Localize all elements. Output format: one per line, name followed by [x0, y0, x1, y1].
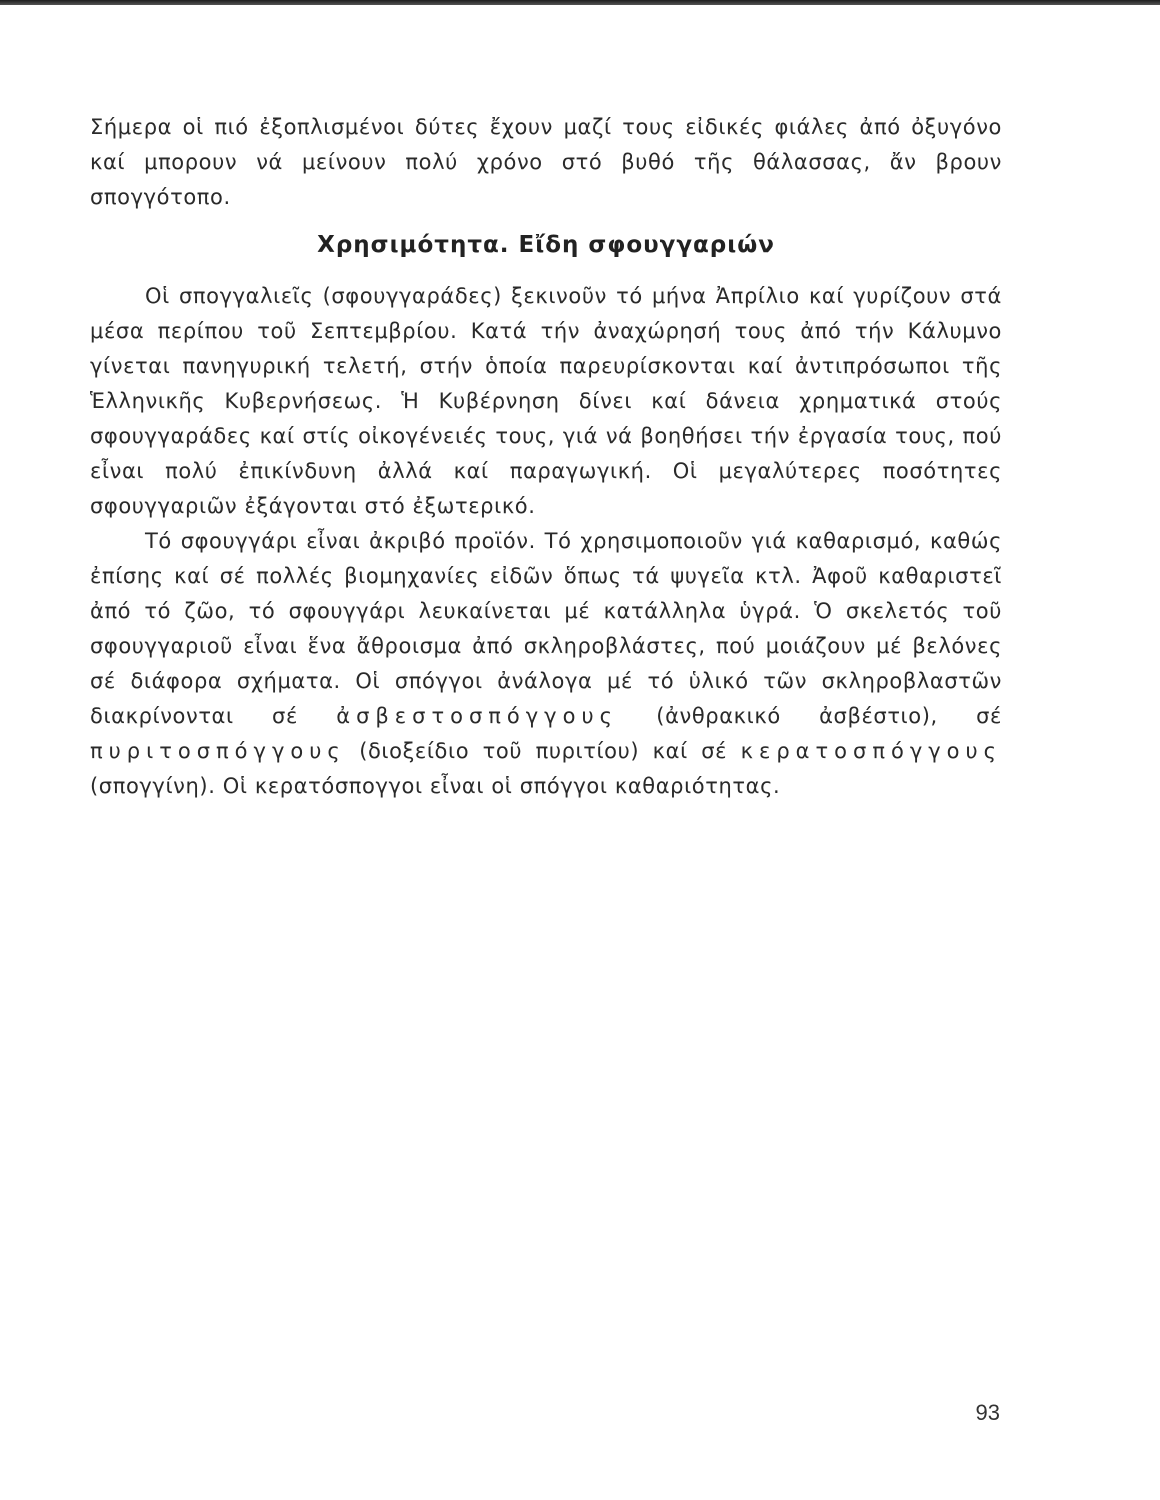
term-asvestospongoi-note: (ἀνθρακικό ἀσβέστιο), σέ	[617, 704, 1002, 728]
intro-paragraph: Σήμερα οἱ πιό ἐξοπλισμένοι δύτες ἔχουν μαζί τους εἰδικές φιάλες ἀπό ὀξυγόνο καί μπορουν νά μείνουν πολύ χρόνο στό βυθό τῆς θάλασσας, ἄν βρουν σπογγότοπο.	[90, 115, 1002, 209]
term-pyritospongoi-note: (διοξείδιο τοῦ πυριτίου) καί σέ	[345, 739, 741, 763]
paragraph-2-text: Τό σφουγγάρι εἶναι ἀκριβό προϊόν. Τό χρησιμοποιοῦν γιά καθαρισμό, καθώς ἐπίσης καί σέ πολλές βιομηχανίες εἰδῶν ὅπως τά ψυγεῖα κτλ. Ἀφοῦ καθαριστεῖ ἀπό τό ζῶο, τό σφουγγάρι λευκαίνεται μέ κατάλληλα ὑγρά. Ὁ σκελετός τοῦ σφουγγαριοῦ εἶναι ἕνα ἄθροισμα ἀπό σκληροβλάστες, πού μοιάζουν μέ βελόνες σέ διάφορα σχήματα. Οἱ σπόγγοι ἀνάλογα μέ τό ὑλικό τῶν σκληροβλαστῶν διακρίνονται σέ	[90, 529, 1002, 728]
scan-top-edge	[0, 0, 1160, 5]
section-heading: Χρησιμότητα. Εἴδη σφουγγαριών	[317, 232, 775, 258]
page-body	[90, 110, 1002, 804]
page-number: 93	[975, 1400, 1000, 1425]
paragraph-2	[90, 524, 1002, 804]
term-keratospongoi-note: (σπογγίνη). Οἱ κερατόσπογγοι εἶναι οἱ σπόγγοι καθαριότητας.	[90, 774, 781, 798]
term-asvestospongoi: ἀσβεστοσπόγγους	[336, 704, 618, 728]
paragraph-1: Οἱ σπογγαλιεῖς (σφουγγαράδες) ξεκινοῦν τό μήνα Ἀπρίλιο καί γυρίζουν στά μέσα περίπου τοῦ Σεπτεμβρίου. Κατά τήν ἀναχώρησή τους ἀπό τήν Κάλυμνο γίνεται πανηγυρική τελετή, στήν ὁποία παρευρίσκονται καί ἀντιπρόσωποι τῆς Ἑλληνικῆς Κυβερνήσεως. Ἡ Κυβέρνηση δίνει καί δάνεια χρηματικά στούς σφουγγαράδες καί στίς οἰκογένειές τους, γιά νά βοηθήσει τήν ἐργασία τους, πού εἶναι πολύ ἐπικίνδυνη ἀλλά καί παραγωγική. Οἱ μεγαλύτερες ποσότητες σφουγγαριῶν ἐξάγονται στό ἐξωτερικό.	[90, 284, 1002, 518]
term-pyritospongoi: πυριτοσπόγγους	[90, 739, 346, 763]
term-keratospongoi: κερατοσπόγγους	[740, 739, 1002, 763]
